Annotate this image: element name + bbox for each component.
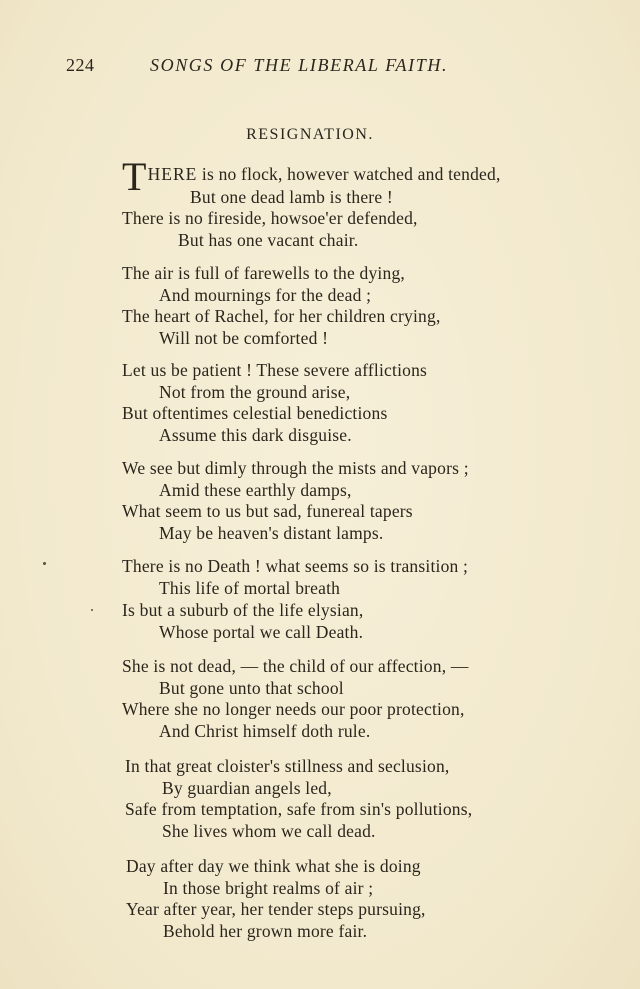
poem-line: Not from the ground arise,	[159, 382, 351, 402]
paper-speck	[43, 562, 46, 565]
poem-line: Will not be comforted !	[159, 328, 329, 348]
poem-line: But gone unto that school	[159, 678, 344, 698]
poem-line: And Christ himself doth rule.	[159, 721, 371, 741]
poem-title: RESIGNATION.	[246, 126, 374, 143]
poem-line: The heart of Rachel, for her children crying,	[122, 306, 441, 326]
running-head	[66, 53, 486, 77]
poem-line: And mournings for the dead ;	[159, 285, 372, 305]
drop-cap: T	[122, 154, 147, 199]
poem-line: There is no fireside, howsoe'er defended,	[122, 208, 418, 228]
poem-line: By guardian angels led,	[162, 778, 332, 798]
poem-line: Where she no longer needs our poor protection,	[122, 699, 465, 719]
poem-line: But has one vacant chair.	[178, 230, 359, 250]
poem-line: Amid these earthly damps,	[159, 480, 352, 500]
poem-line: She is not dead, — the child of our affection, —	[122, 656, 469, 676]
poem-line: We see but dimly through the mists and vapors ;	[122, 458, 469, 478]
poem-line: In that great cloister's stillness and seclusion,	[125, 756, 450, 776]
poem-line: But oftentimes celestial benedictions	[122, 403, 388, 423]
poem-line: The air is full of farewells to the dying,	[122, 263, 405, 283]
poem-line: Year after year, her tender steps pursuing,	[126, 899, 426, 919]
poem-line: There is no Death ! what seems so is transition ;	[122, 556, 469, 576]
poem-line: She lives whom we call dead.	[162, 821, 376, 841]
poem-line: But one dead lamb is there !	[190, 187, 393, 207]
poem-line: Is but a suburb of the life elysian,	[122, 600, 364, 620]
poem-line: What seem to us but sad, funereal tapers	[122, 501, 413, 521]
paper-speck	[91, 609, 93, 611]
poem-line: Assume this dark disguise.	[159, 425, 352, 445]
poem-line: May be heaven's distant lamps.	[159, 523, 384, 543]
poem-line: Whose portal we call Death.	[159, 622, 364, 642]
poem-line: This life of mortal breath	[159, 578, 341, 598]
poem-line: In those bright realms of air ;	[163, 878, 374, 898]
running-title: SONGS OF THE LIBERAL FAITH.	[150, 55, 449, 75]
poem-line: Day after day we think what she is doing	[126, 856, 421, 876]
page-number: 224	[66, 55, 95, 75]
poem-line: Let us be patient ! These severe afflictions	[122, 360, 428, 380]
first-word: HERE	[147, 164, 198, 184]
poem-line: Behold her grown more fair.	[163, 921, 368, 941]
poem-line: Safe from temptation, safe from sin's pollutions,	[125, 799, 473, 819]
line-text: is no flock, however watched and tended,	[197, 164, 501, 184]
